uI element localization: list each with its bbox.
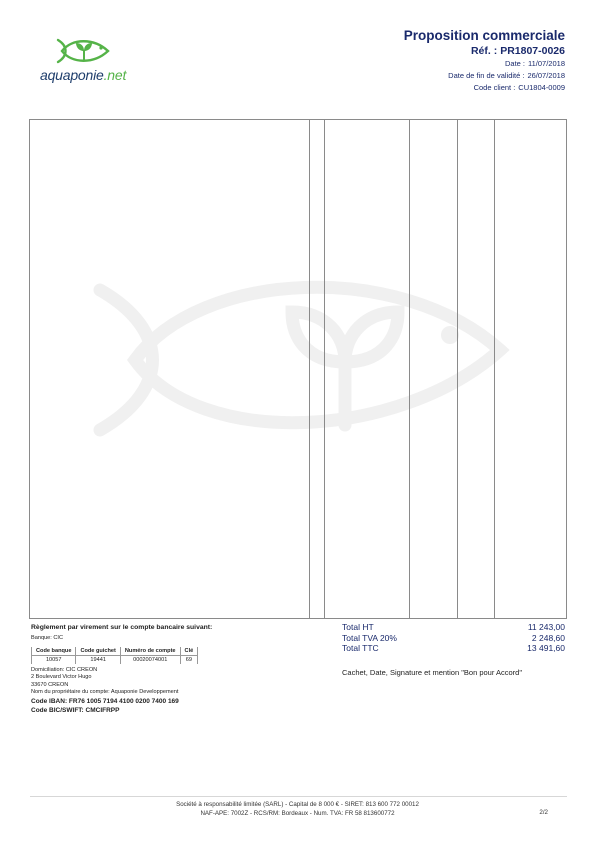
logo-wordmark: aquaponie.net (40, 67, 127, 83)
bank-address-line: 2 Boulevard Victor Hugo (31, 674, 92, 680)
bank-address-line: 33670 CREON (31, 681, 69, 688)
signature-note: Cachet, Date, Signature et mention "Bon pour Accord" (342, 668, 523, 677)
document-header (404, 28, 565, 94)
column-divider (309, 120, 310, 618)
footer-divider (30, 796, 567, 797)
fish-leaf-logo-icon (54, 36, 114, 66)
bank-account-table (31, 647, 198, 664)
account-number-value: 00020074001 (120, 655, 180, 664)
page-number: 2/2 (539, 809, 548, 816)
document-title: Proposition commerciale (403, 28, 565, 43)
validity-line: Date de fin de validité : 26/07/2018 (448, 71, 565, 80)
total-ttc-row: Total TTC 13 491,60 (342, 643, 565, 653)
bank-name: Banque: CIC (31, 635, 64, 641)
bank-code-value: 10057 (32, 655, 76, 664)
company-logo (40, 36, 160, 86)
column-divider (324, 120, 325, 618)
account-owner: Nom du propriétaire du compte: Aquaponie Developpement (31, 689, 179, 695)
key-header: Clé (180, 647, 198, 656)
bank-code-header: Code banque (32, 647, 76, 656)
key-value: 69 (180, 655, 198, 664)
bic-code: Code BIC/SWIFT: CMCIFRPP (31, 706, 120, 714)
branch-code-header: Code guichet (76, 647, 120, 656)
date-line: Date : 11/07/2018 (505, 59, 565, 68)
footer-line: Société à responsabilité limitée (SARL) - Capital de 8 000 € - SIRET: 813 600 772 00012 (176, 801, 419, 808)
watermark-logo-icon (80, 240, 520, 470)
bank-transfer-info (31, 623, 311, 715)
column-divider (494, 120, 495, 618)
bank-domiciliation: Domiciliation: CIC CREON (31, 666, 98, 673)
total-tva-row: Total TVA 20% 2 248,60 (342, 632, 565, 643)
account-number-header: Numéro de compte (120, 647, 180, 656)
column-divider (409, 120, 410, 618)
client-code-line: Code client : CU1804-0009 (473, 83, 565, 92)
total-ht-row: Total HT 11 243,00 (342, 622, 565, 632)
iban-code: Code IBAN: FR76 1005 7194 4100 0200 7400 169 (31, 697, 179, 705)
bank-heading: Règlement par virement sur le compte bancaire suivant: (31, 624, 213, 631)
reference-line: Réf. : PR1807-0026 (470, 45, 565, 57)
footer-line: NAF-APE: 7002Z - RCS/RM: Bordeaux - Num. TVA: FR 58 813600772 (200, 810, 395, 817)
branch-code-value: 19441 (76, 655, 120, 664)
totals-block (342, 622, 565, 654)
column-divider (457, 120, 458, 618)
legal-footer (0, 800, 595, 818)
items-table (29, 119, 567, 619)
